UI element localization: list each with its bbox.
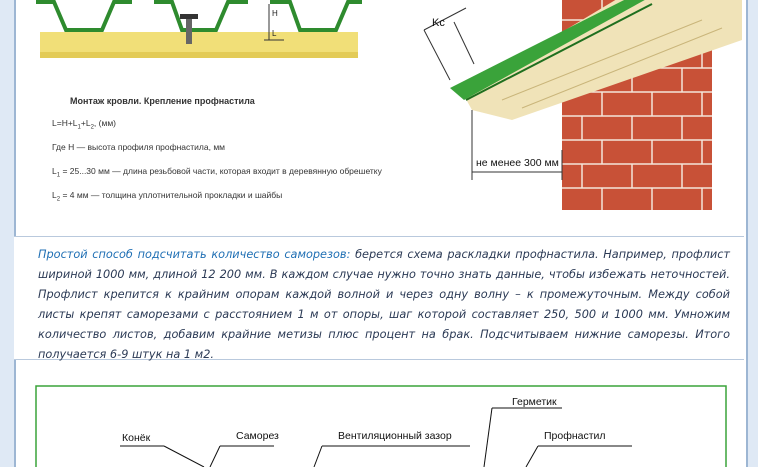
eave-figure (402, 0, 742, 220)
formula-l1-line: $L_1 = 25...30$ мм — длина резьбовой части, которая входит в деревянную обрешетку (52, 166, 382, 179)
paragraph-body: берется схема раскладки профнастила. Например, профлист шириной 1000 мм, длиной 12 200 мм. В каждом случае нужно точно знать данные, чтобы избежать неточностей. Профлист крепится к крайним опорам каждой волной и через одну волну – к промежуточным. Между собой листы крепят саморезами с расстоянием 1 м от опоры, шаг которой составляет 250, 500 и 1000 мм. Умножим количество листов, добавим крайние метизы плюс процент на брак. Подсчитываем нижние саморезы. Итого получается 6-9 штук на 1 м2. (38, 248, 730, 361)
profile-sheet (36, 2, 362, 30)
text-panel (14, 236, 744, 360)
batten-board (40, 32, 358, 52)
label-h: H (272, 9, 278, 18)
fastening-figure (14, 0, 364, 90)
label-germetik: Герметик (512, 396, 557, 408)
label-profnastil: Профнастил (544, 430, 606, 442)
fastener-count-paragraph (38, 245, 730, 365)
ridge-diagram (14, 366, 744, 467)
formula-h-line: Где H — высота профиля профнастила, мм (52, 142, 226, 152)
formula-main: $L=H+L_1+L_2$, (мм) (52, 118, 116, 131)
paragraph-lead: Простой способ подсчитать количество саморезов: (38, 248, 351, 261)
formula-l2-line: $L_2 = 4$ мм — толщина уплотнительной прокладки и шайбы (52, 190, 283, 203)
diagram-border (36, 386, 726, 467)
label-overhang: не менее 300 мм (476, 157, 559, 169)
top-illustration-panel (14, 0, 744, 228)
ridge-diagram-panel (14, 366, 744, 467)
label-vent-gap: Вентиляционный зазор (338, 430, 452, 442)
label-l: L (272, 29, 277, 38)
caption-title: Монтаж кровли. Крепление профнастила (70, 96, 255, 106)
label-kc: Kc (432, 17, 445, 29)
label-konek: Конёк (122, 432, 151, 444)
batten-shadow (40, 52, 358, 58)
overhang-dimension (472, 110, 562, 180)
label-samorez: Саморез (236, 430, 279, 442)
